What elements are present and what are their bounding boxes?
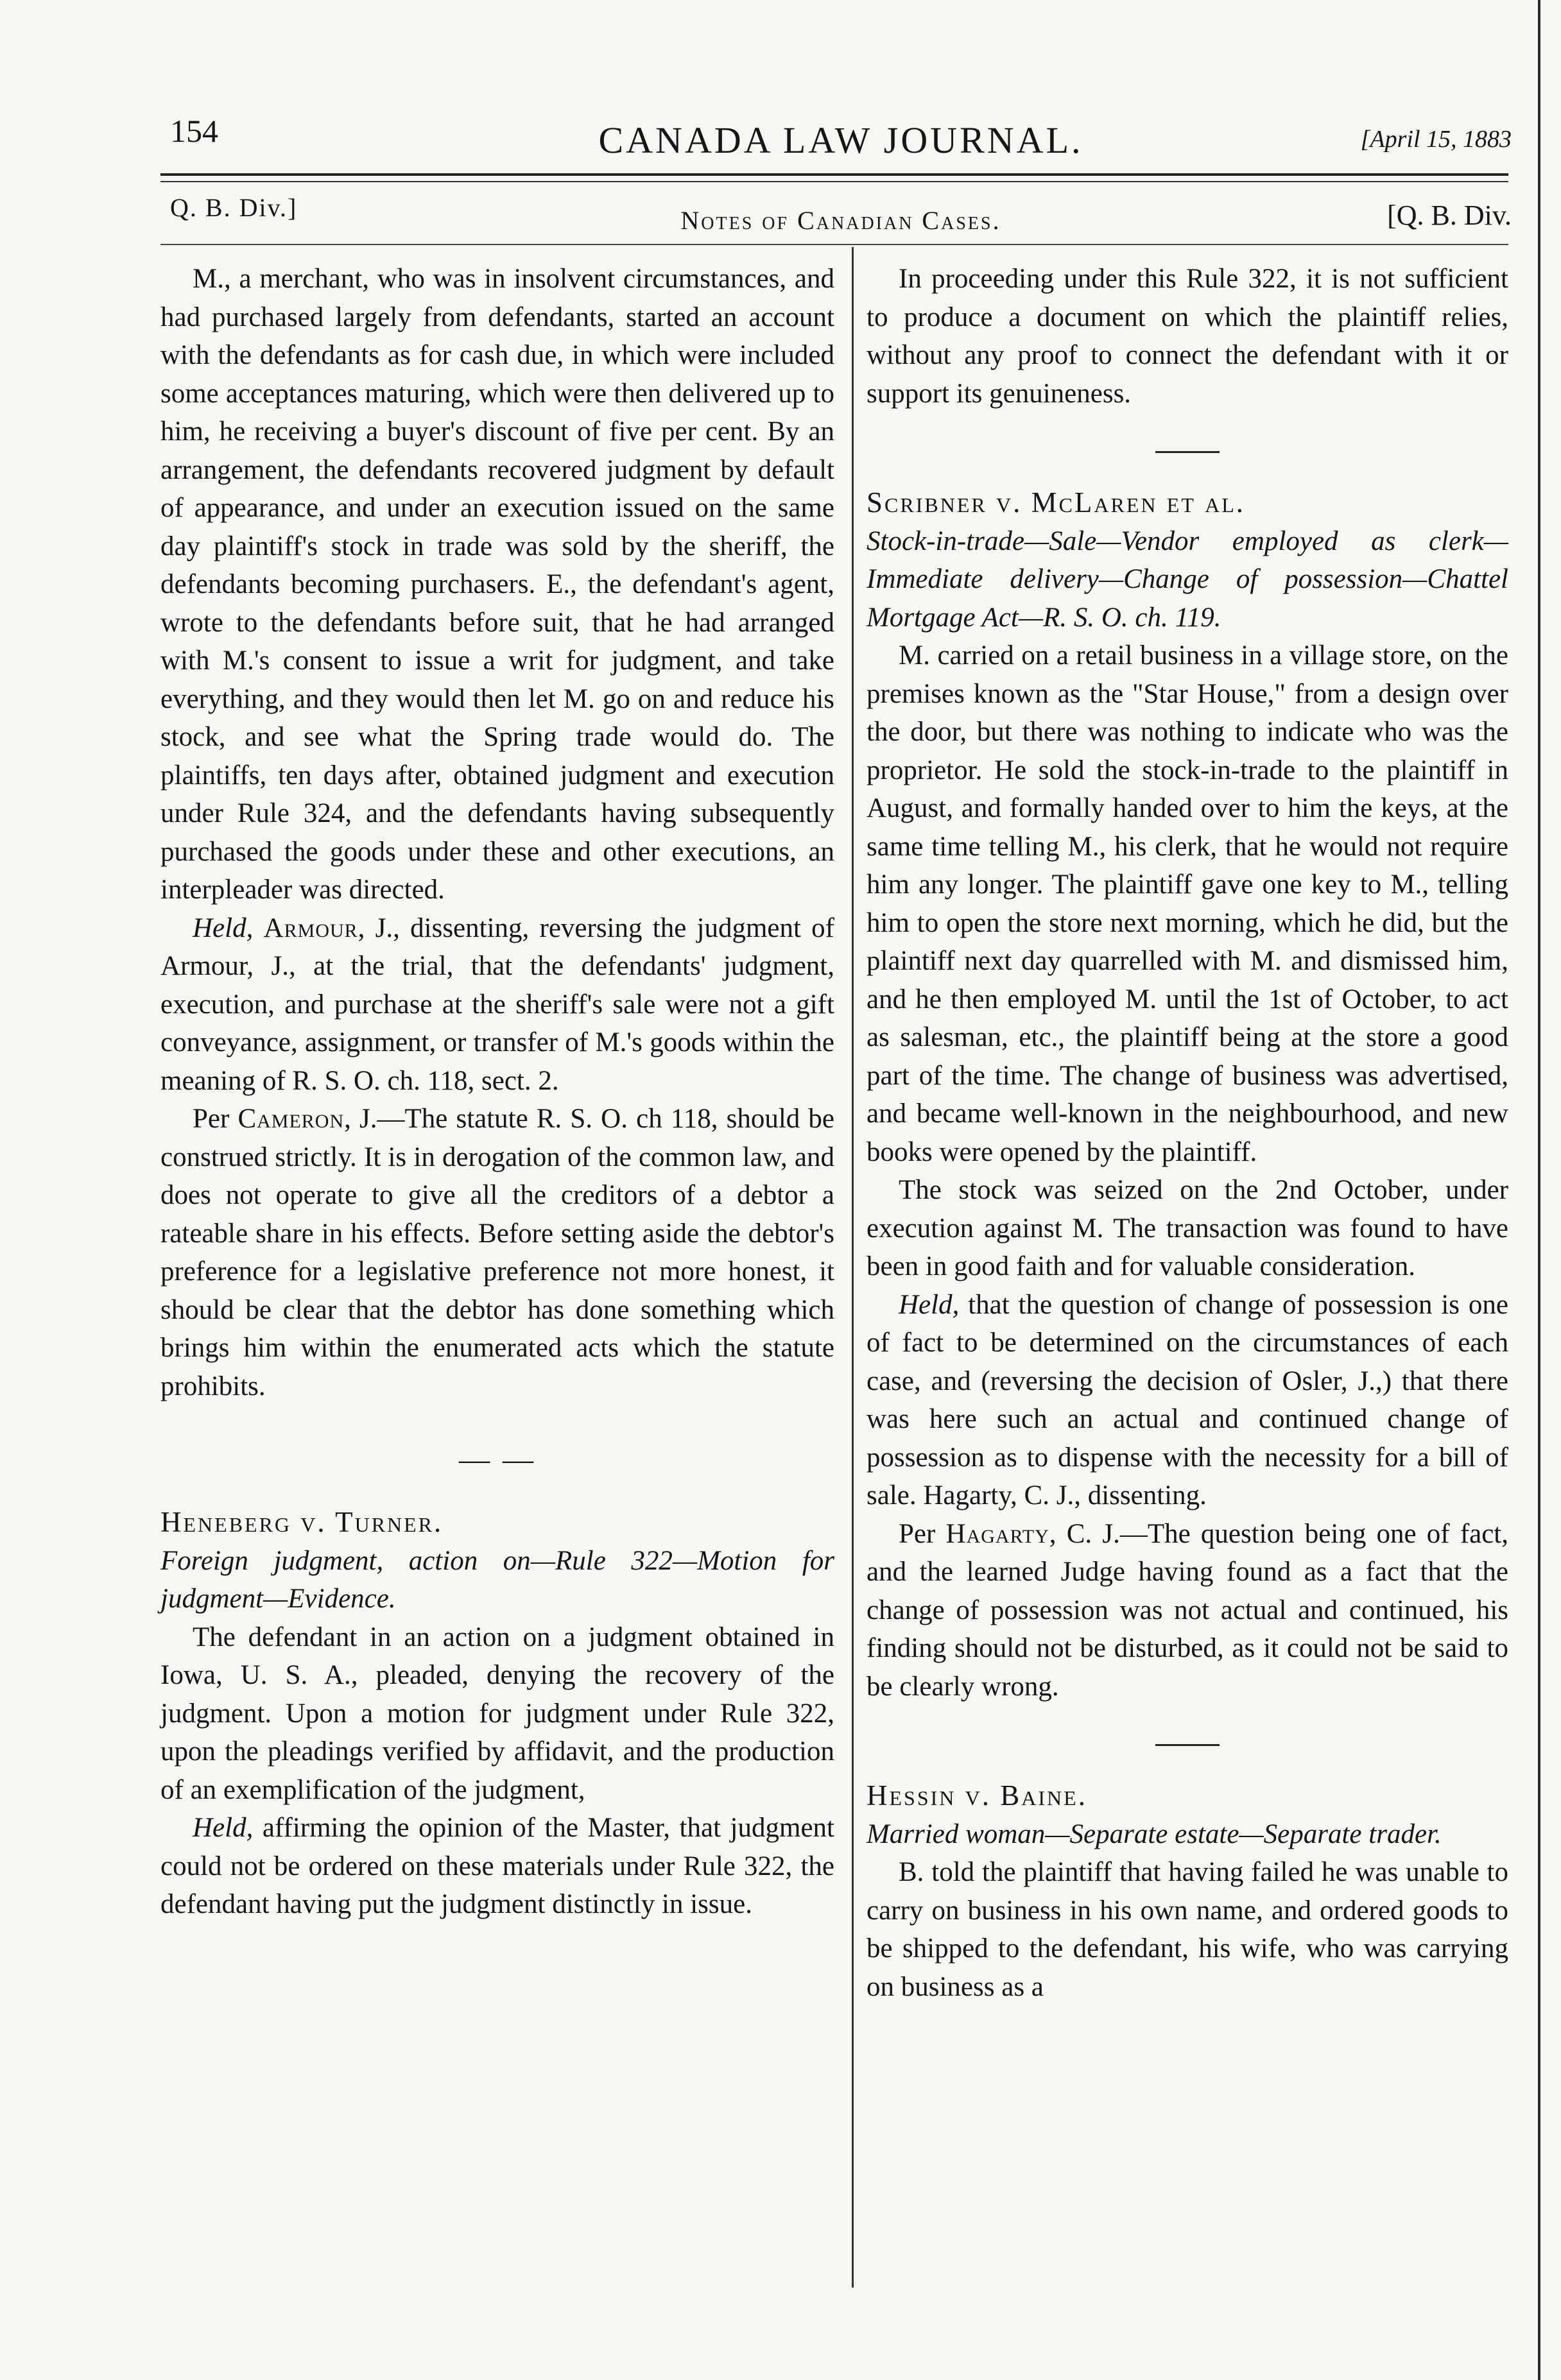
case-title: Hessin v. Baine. (867, 1779, 1087, 1811)
section-rule (160, 244, 1508, 245)
paragraph: Held, that the question of change of possession is one of fact to be determined on the circumstances of each case, and (reversing the decision of Osler, J.,) that there was here such an actual and continued change of possession as to dispense with the necessity for a bill of sale. Hagarty, C. J., dissenting. (867, 1289, 1508, 1511)
paragraph: M., a merchant, who was in insolvent circumstances, and had purchased largely from defendants, started an account with the defendants as for cash due, in which were included some acceptances maturing, which were then delivered up to him, he receiving a buyer's discount of five per cent. By an arrangement, the defendants recovered judgment by default of appearance, and under an execution issued on the same day plaintiff's stock in trade was sold by the sheriff, the defendants becoming purchasers. E., the defendant's agent, wrote to the defendants before suit, that he had arranged with M.'s consent to issue a writ for judgment, and take everything, and they would then let M. go on and reduce his stock, and see what the Spring trade would do. The plaintiffs, ten days after, obtained judgment and execution under Rule 324, and the defendants having subsequently purchased the goods under these and other executions, an interpleader was directed. (160, 264, 834, 905)
case-title: Heneberg v. Turner. (160, 1506, 444, 1538)
paragraph: Held, Armour, J., dissenting, reversing the judgment of Armour, J., at the trial, that the defendants' judgment, execution, and purchase at the sheriff's sale were not a gift conveyance, assignment, or transfer of M.'s goods within the meaning of R. S. O. ch. 118, sect. 2. (160, 912, 834, 1096)
paragraph: Per Cameron, J.—The statute R. S. O. ch 118, should be construed strictly. It is in derogation of the common law, and does not operate to give all the creditors of a debtor a rateable share in his effects. Before setting aside the debtor's preference for a legislative preference not more honest, it should be clear that the debtor has done something which brings him within the enumerated acts which the statute prohibits. (160, 1104, 834, 1401)
case-subtitle: Foreign judgment, action on—Rule 322—Motion for judgment—Evidence. (160, 1545, 834, 1614)
paragraph: Per Hagarty, C. J.—The question being one of fact, and the learned Judge having found as a fact that the change of possession was not actual and continued, his finding should not be disturbed, as it could not be said to be clearly wrong. (867, 1518, 1509, 1702)
left-column (160, 260, 834, 1924)
section-center: Notes of Canadian Cases. (680, 206, 1001, 235)
paragraph: M. carried on a retail business in a village store, on the premises known as the "Star House," from a design over the door, but there was nothing to indicate who was the proprietor. He sold the stock-in-trade to the plaintiff in August, and formally handed over to him the keys, at the same time telling M., his clerk, that he would not require him any longer. The plaintiff gave one key to M., telling him to open the store next morning, which he did, but the plaintiff next day quarrelled with M. and dismissed him, and he then employed M. until the 1st of October, to act as salesman, etc., the plaintiff being at the store a good part of the time. The change of business was advertised, and became well-known in the neighbourhood, and new books were opened by the plaintiff. (867, 640, 1508, 1167)
case-separator (1155, 1744, 1220, 1746)
issue-date: [April 15, 1883 (1360, 126, 1512, 153)
page-number: 154 (170, 113, 218, 149)
paragraph: The stock was seized on the 2nd October, under execution against M. The transaction was found to have been in good faith and for valuable consideration. (867, 1175, 1508, 1281)
section-right: [Q. B. Div. (1387, 200, 1512, 231)
case-subtitle: Stock-in-trade—Sale—Vendor employed as clerk—Immediate delivery—Change of possession—Chattel Mortgage Act—R. S. O. ch. 119. (867, 526, 1508, 633)
paragraph: In proceeding under this Rule 322, it is not sufficient to produce a document on which the plaintiff relies, without any proof to connect the defendant with it or support its genuineness. (867, 264, 1508, 409)
case-title: Scribner v. McLaren et al. (867, 486, 1246, 518)
journal-title: CANADA LAW JOURNAL. (598, 119, 1083, 161)
header-rule-thin (160, 181, 1508, 182)
paragraph: Held, affirming the opinion of the Master, that judgment could not be ordered on these materials under Rule 322, the defendant having put the judgment distinctly in issue. (160, 1813, 834, 1919)
header-rule (160, 173, 1508, 176)
section-left: Q. B. Div.] (170, 193, 298, 222)
right-column (867, 260, 1508, 2006)
section-header (170, 193, 1512, 237)
column-divider (852, 247, 854, 2288)
paragraph: B. told the plaintiff that having failed he was unable to carry on business in his own name, and ordered goods to be shipped to the defendant, his wife, who was carrying on business as a (867, 1857, 1508, 2002)
case-separator (1155, 451, 1220, 453)
running-header (170, 106, 1512, 164)
paragraph: The defendant in an action on a judgment obtained in Iowa, U. S. A., pleaded, denying the recovery of the judgment. Upon a motion for judgment under Rule 322, upon the pleadings verified by affidavit, and the production of an exemplification of the judgment, (160, 1622, 834, 1805)
case-separator: — — (459, 1443, 536, 1477)
case-subtitle: Married woman—Separate estate—Separate trader. (867, 1819, 1442, 1849)
page-edge (1538, 0, 1540, 2380)
